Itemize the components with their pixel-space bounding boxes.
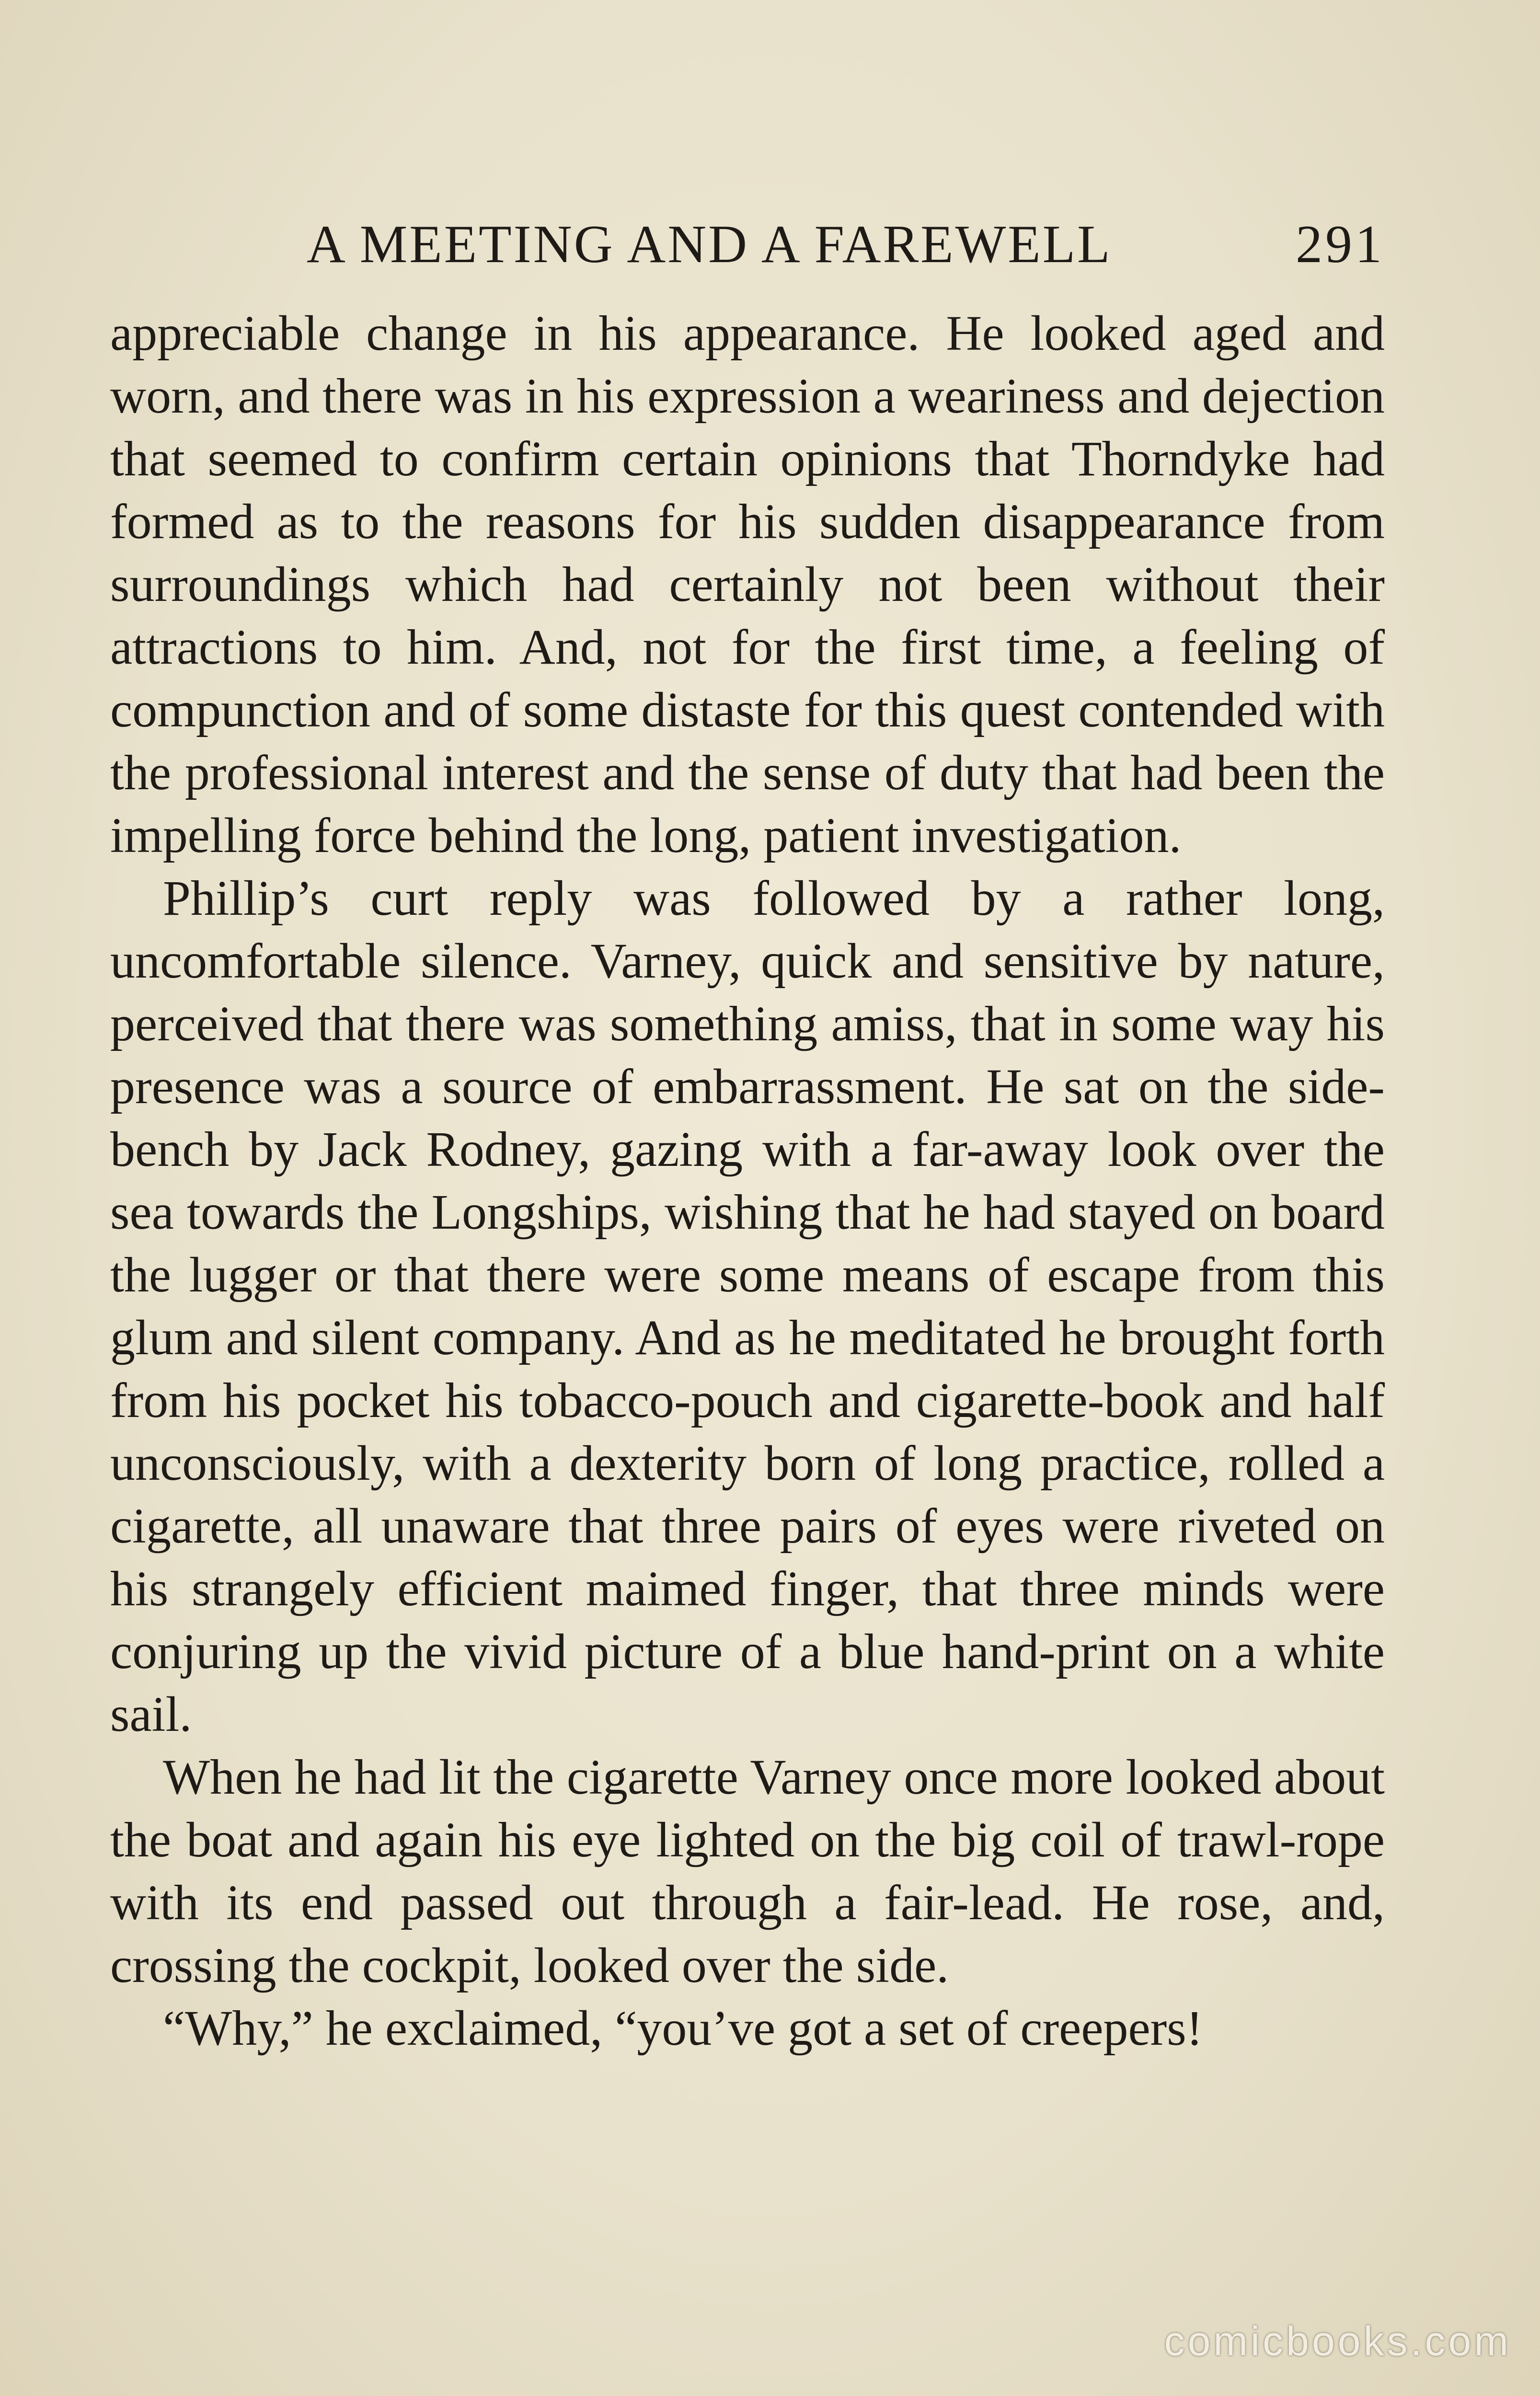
page-number: 291	[1296, 215, 1385, 274]
paragraph: When he had lit the cigarette Varney once more looked about the boat and again his eye lighted on the big coil of trawl-rope with its end passed out through a fair-lead. He rose, and, crossing the cockpit, looked over the side.	[110, 1750, 1385, 1993]
paragraph: “Why,” he exclaimed, “you’ve got a set of creepers!	[163, 2001, 1203, 2056]
paragraph: Phillip’s curt reply was followed by a rather long, uncomfortable silence. Varney, quick and sensitive by nature, perceived that there was something amiss, that in some way his presence was a source of embarrassment. He sat on the side-bench by Jack Rodney, gazing with a far-away look over the sea towards the Longships, wishing that he had stayed on board the lugger or that there were some means of escape from this glum and silent company. And as he meditated he brought forth from his pocket his tobacco-pouch and cigarette-book and half unconsciously, with a dexterity born of long practice, rolled a cigarette, all unaware that three pairs of eyes were riveted on his strangely efficient maimed finger, that three minds were conjuring up the vivid picture of a blue hand-print on a white sail.	[110, 871, 1385, 1742]
paragraph: appreciable change in his appearance. He looked aged and worn, and there was in his expression a weariness and dejection that seemed to confirm certain opinions that Thorndyke had formed as to the reasons for his sudden disappearance from surroundings which had certainly not been without their attractions to him. And, not for the first time, a feeling of compunction and of some distaste for this quest contended with the professional interest and the sense of duty that had been the impelling force behind the long, patient investigation.	[110, 306, 1385, 863]
running-head	[110, 211, 1385, 278]
body-text	[110, 302, 1385, 2060]
running-title: A MEETING AND A FAREWELL	[307, 215, 1112, 274]
watermark: comicbooks.com	[1164, 2318, 1511, 2364]
